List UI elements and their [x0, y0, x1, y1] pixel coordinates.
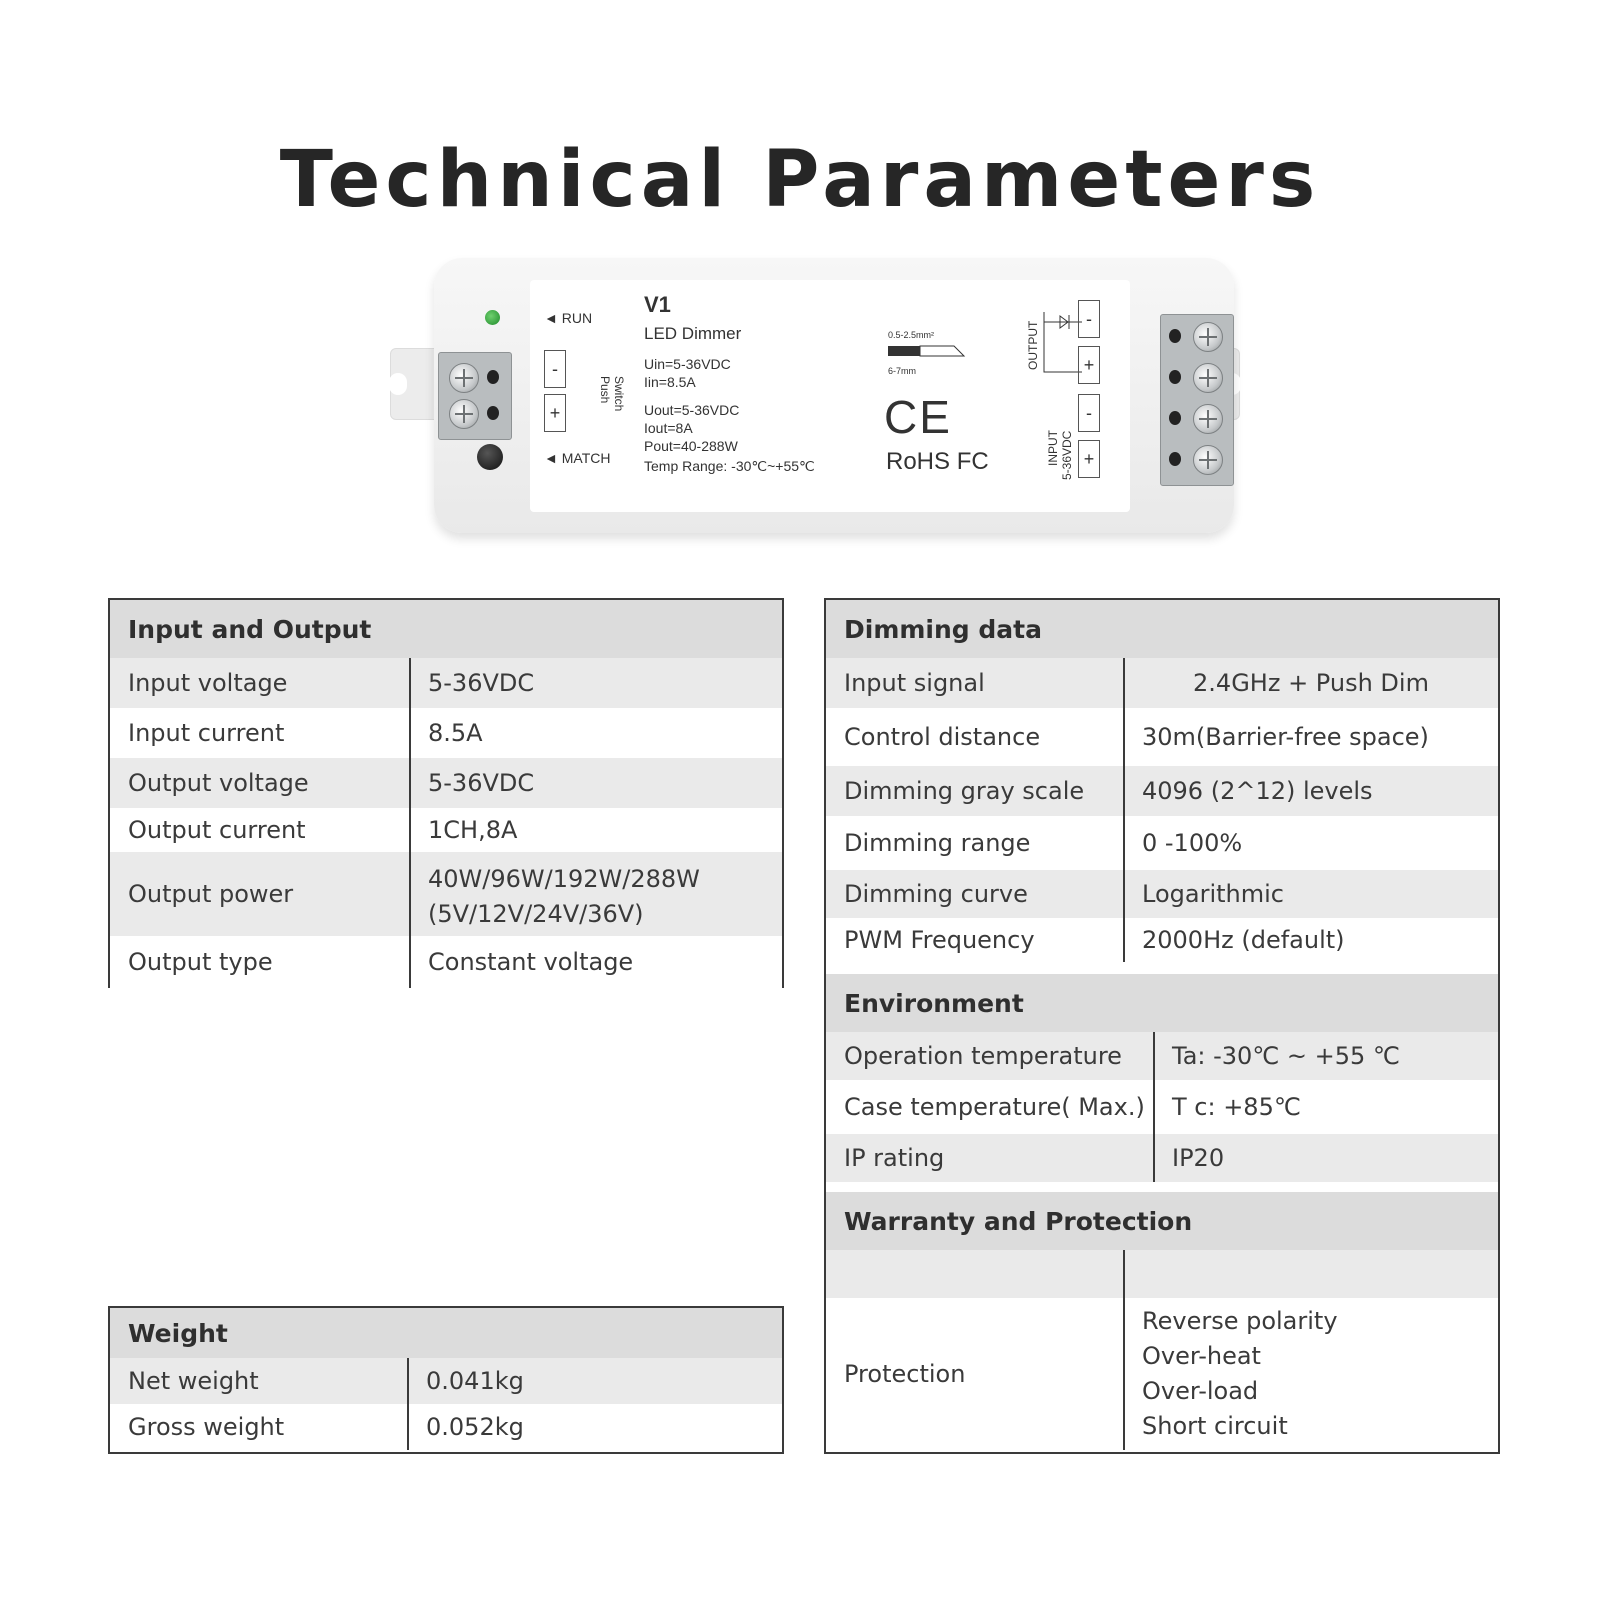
list-item: Reverse polarity — [1142, 1307, 1338, 1335]
row-value: IP20 — [1172, 1144, 1225, 1172]
row-value: 0 -100% — [1142, 829, 1243, 857]
table-row — [826, 1134, 1498, 1182]
table-row — [826, 1250, 1498, 1298]
spec-iout: Iout=8A — [644, 420, 693, 436]
row-value: 2.4GHz + Push Dim — [1193, 669, 1429, 697]
row-label: IP rating — [844, 1144, 945, 1172]
environment-heading: Environment — [826, 974, 1498, 1032]
row-label: Gross weight — [128, 1413, 285, 1441]
weight-heading: Weight — [110, 1308, 782, 1358]
table-row — [826, 1032, 1498, 1080]
column-divider — [1153, 1032, 1155, 1182]
row-value: Ta: -30℃ ~ +55 ℃ — [1172, 1042, 1400, 1070]
mounting-ear-left — [390, 348, 440, 420]
row-label: Input current — [128, 719, 285, 747]
column-divider — [1123, 1250, 1125, 1450]
list-item: Over-load — [1142, 1377, 1259, 1405]
push-minus-terminal: - — [544, 350, 566, 388]
row-value: 4096 (2^12) levels — [1142, 777, 1373, 805]
wire-hole — [1169, 411, 1181, 425]
row-value: 0.041kg — [426, 1367, 524, 1395]
screw-icon — [1193, 363, 1223, 393]
spec-uin: Uin=5-36VDC — [644, 356, 731, 372]
screw-icon — [1193, 445, 1223, 475]
input-output-heading: Input and Output — [110, 600, 782, 658]
row-value: 8.5A — [428, 719, 483, 747]
column-divider — [407, 1358, 409, 1450]
device-label — [530, 280, 1130, 512]
row-label: Operation temperature — [844, 1042, 1122, 1070]
input-label: INPUT — [1046, 430, 1060, 466]
row-value: 0.052kg — [426, 1413, 524, 1441]
input-minus-terminal: - — [1078, 394, 1100, 432]
table-row — [110, 808, 782, 852]
wire-hole — [1169, 329, 1181, 343]
row-value: Constant voltage — [428, 948, 634, 976]
spec-uout: Uout=5-36VDC — [644, 402, 740, 418]
dimming-heading: Dimming data — [826, 600, 1498, 658]
screw-icon — [449, 363, 479, 393]
column-divider — [1123, 658, 1125, 962]
strip-length-label: 6-7mm — [888, 366, 917, 376]
wire-hole — [1169, 452, 1181, 466]
row-value: Logarithmic — [1142, 880, 1284, 908]
table-row — [110, 658, 782, 708]
row-value: 1CH,8A — [428, 816, 518, 844]
screw-icon — [1193, 322, 1223, 352]
row-label: Protection — [844, 1360, 966, 1388]
table-row — [826, 816, 1498, 870]
list-item: Short circuit — [1142, 1412, 1288, 1440]
spec-pout: Pout=40-288W — [644, 438, 738, 454]
table-row — [826, 918, 1498, 962]
row-label: Output type — [128, 948, 273, 976]
table-row — [826, 766, 1498, 816]
row-value: 2000Hz (default) — [1142, 926, 1345, 954]
row-label: Case temperature( Max.) — [844, 1093, 1145, 1121]
row-label: Dimming curve — [844, 880, 1028, 908]
table-row — [826, 1298, 1498, 1450]
wire-hole — [487, 406, 499, 420]
row-value: 5-36VDC — [428, 669, 535, 697]
wire-size-label: 0.5-2.5mm² — [888, 330, 935, 340]
run-label: ◄ RUN — [544, 310, 593, 326]
output-minus-terminal: - — [1078, 300, 1100, 338]
row-value: 30m(Barrier-free space) — [1142, 723, 1429, 751]
terminal-block-left — [438, 352, 512, 440]
spec-temp-range: Temp Range: -30℃~+55℃ — [644, 458, 815, 474]
switch-push-label: Switch Push — [598, 376, 626, 412]
table-row — [110, 708, 782, 758]
row-label: Input signal — [844, 669, 985, 697]
column-divider — [409, 658, 411, 988]
protection-list — [1124, 1298, 1498, 1450]
table-row — [826, 708, 1498, 766]
weight-table — [108, 1306, 784, 1454]
row-label: PWM Frequency — [844, 926, 1035, 954]
row-label: Input voltage — [128, 669, 288, 697]
match-label: ◄ MATCH — [544, 450, 611, 466]
row-label: Control distance — [844, 723, 1041, 751]
input-plus-terminal: + — [1078, 440, 1100, 478]
rohs-fc-mark: RoHS FC — [886, 448, 989, 475]
table-row — [110, 936, 782, 988]
dimming-environment-warranty-table — [824, 598, 1500, 1454]
row-label: Output voltage — [128, 769, 309, 797]
model-name: V1 — [644, 292, 671, 317]
table-row — [110, 758, 782, 808]
spec-iin: Iin=8.5A — [644, 374, 696, 390]
terminal-block-right — [1160, 314, 1234, 486]
table-row — [826, 1080, 1498, 1134]
wire-hole — [1169, 370, 1181, 384]
screw-icon — [449, 399, 479, 429]
output-label: OUTPUT — [1026, 320, 1040, 370]
product-name: LED Dimmer — [644, 324, 742, 343]
row-value-line: 40W/96W/192W/288W — [428, 865, 700, 893]
row-value-line: (5V/12V/24V/36V) — [428, 900, 644, 928]
ce-mark-icon: CE — [884, 391, 952, 443]
screw-icon — [1193, 404, 1223, 434]
led-dimmer-device — [390, 258, 1242, 548]
wire-strip-icon — [888, 342, 968, 362]
input-voltage-label: 5-36VDC — [1060, 430, 1074, 480]
warranty-heading: Warranty and Protection — [826, 1192, 1498, 1250]
page-title: Technical Parameters — [279, 135, 1321, 225]
table-row — [826, 658, 1498, 708]
row-value: T c: +85℃ — [1172, 1093, 1301, 1121]
output-plus-terminal: + — [1078, 346, 1100, 384]
row-label: Output current — [128, 816, 306, 844]
row-value — [410, 852, 782, 936]
run-led-icon — [485, 310, 500, 325]
wire-hole — [487, 370, 499, 384]
table-row — [110, 1358, 782, 1404]
row-label: Net weight — [128, 1367, 259, 1395]
table-row — [110, 852, 782, 936]
push-plus-terminal: + — [544, 394, 566, 432]
row-label: Output power — [128, 880, 294, 908]
table-row — [826, 870, 1498, 918]
input-output-table — [108, 598, 784, 988]
row-value: 5-36VDC — [428, 769, 535, 797]
match-button[interactable] — [477, 444, 503, 470]
table-row — [110, 1404, 782, 1450]
list-item: Over-heat — [1142, 1342, 1261, 1370]
row-label: Dimming range — [844, 829, 1031, 857]
row-label: Dimming gray scale — [844, 777, 1085, 805]
